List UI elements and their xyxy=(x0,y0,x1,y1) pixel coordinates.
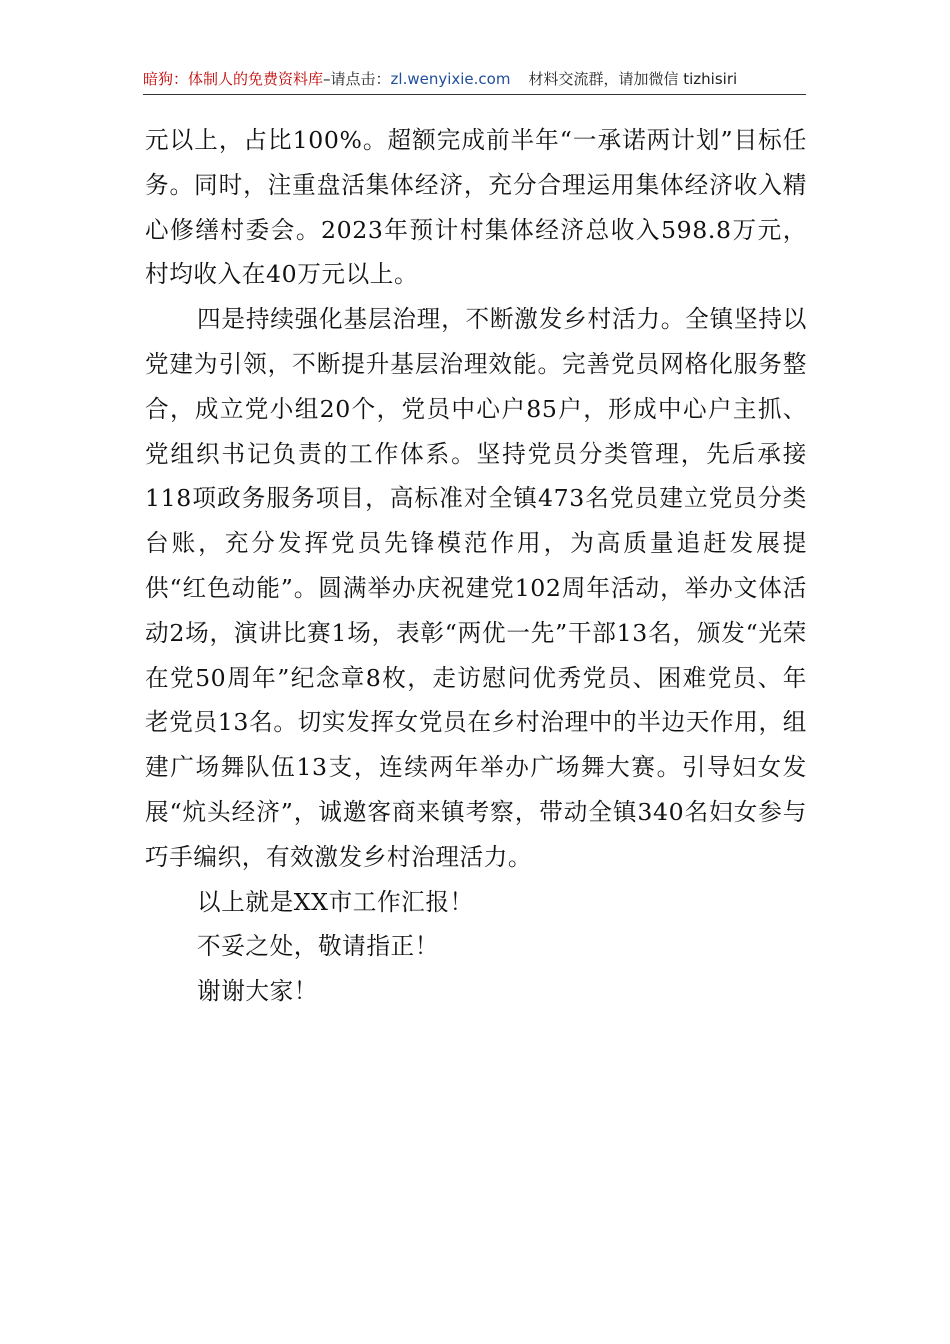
paragraph-continuation: 元以上，占比100%。超额完成前半年“一承诺两计划”目标任务。同时，注重盘活集体经济，充分合理运用集体经济收入精心修缮村委会。2023年预计村集体经济总收入598.8万元，村均收入在40万元以上。 xyxy=(145,126,807,289)
header-brand: 暗狗：体制人的免费资料库 xyxy=(143,70,324,88)
closing-line-report: 以上就是XX市工作汇报！ xyxy=(197,887,474,916)
header-link-prefix: –请点击： xyxy=(323,70,391,88)
document-body xyxy=(145,118,807,1014)
paragraph-governance: 四是持续强化基层治理，不断激发乡村活力。全镇坚持以党建为引领，不断提升基层治理效能。完善党员网格化服务整合，成立党小组20个，党员中心户85户，形成中心户主抓、党组织书记负责的工作体系。坚持党员分类管理，先后承接118项政务服务项目，高标准对全镇473名党员建立党员分类台账，充分发挥党员先锋模范作用，为高质量追赶发展提供“红色动能”。圆满举办庆祝建党102周年活动，举办文体活动2场，演讲比赛1场，表彰“两优一先”干部13名，颁发“光荣在党50周年”纪念章8枚，走访慰问优秀党员、困难党员、年老党员13名。切实发挥女党员在乡村治理中的半边天作用，组建广场舞队伍13支，连续两年举办广场舞大赛。引导妇女发展“炕头经济”，诚邀客商来镇考察，带动全镇340名妇女参与巧手编织，有效激发乡村治理活力。 xyxy=(145,305,807,871)
closing-line-feedback: 不妥之处，敬请指正！ xyxy=(197,932,439,961)
header-link[interactable]: zl.wenyixie.com xyxy=(390,70,511,88)
page-header xyxy=(143,64,806,95)
closing-line-thanks: 谢谢大家！ xyxy=(197,977,318,1006)
header-wechat-note: 材料交流群，请加微信 tizhisiri xyxy=(528,70,738,88)
